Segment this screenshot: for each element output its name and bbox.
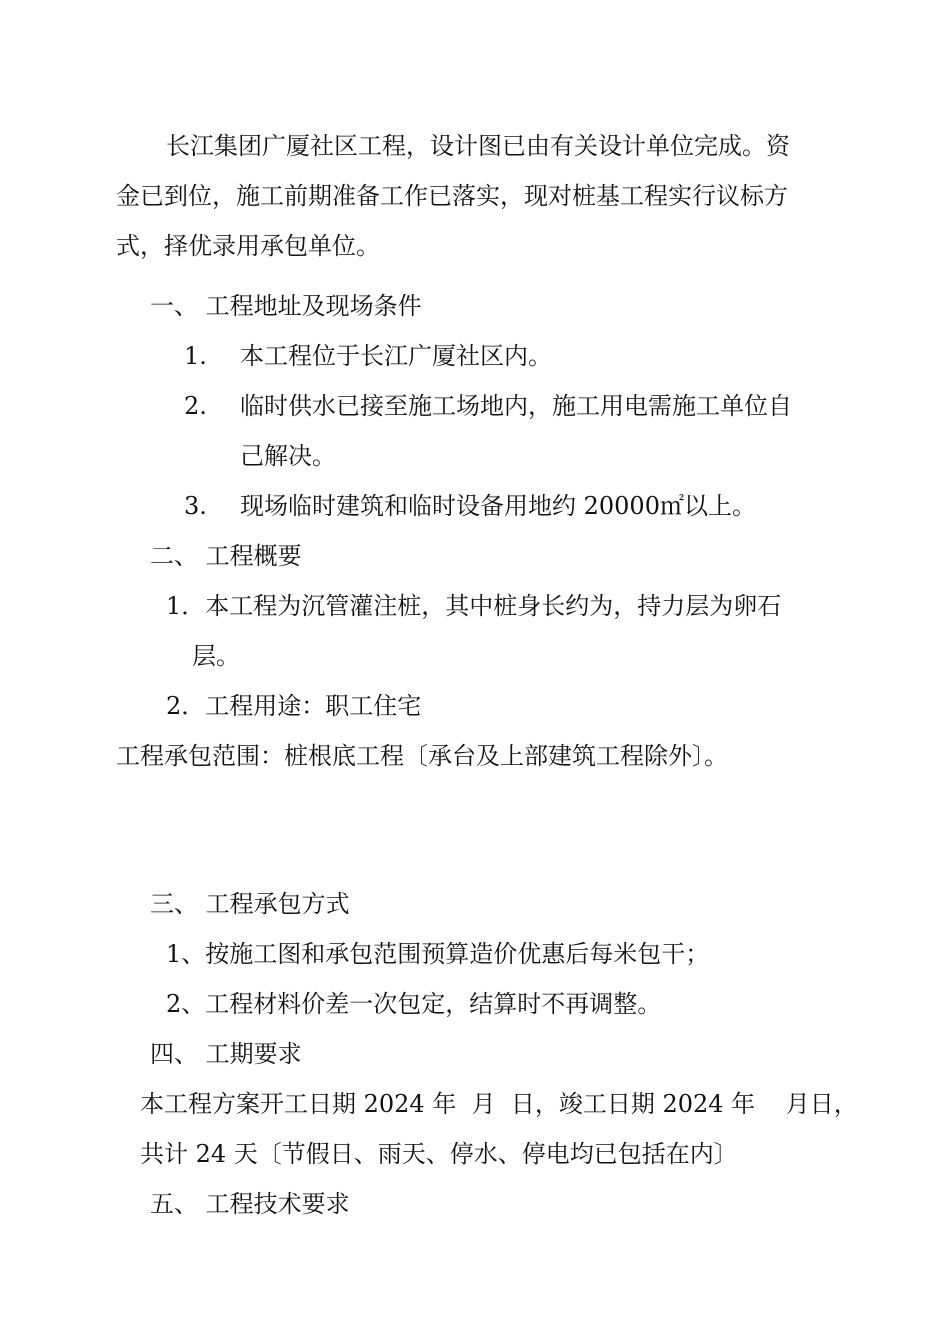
section-2-heading: 二、 工程概要 bbox=[150, 542, 302, 570]
section-3-item-1: 1、按施工图和承包范围预算造价优惠后每米包干； bbox=[166, 940, 710, 968]
section-1-item-3-text: 现场临时建筑和临时设备用地约 20000㎡以上。 bbox=[240, 492, 756, 520]
section-1-item-2-text: 临时供水已接至施工场地内，施工用电需施工单位自 bbox=[240, 392, 792, 420]
intro-line-3: 式，择优录用承包单位。 bbox=[116, 232, 380, 260]
section-1-item-1-number: 1. bbox=[184, 342, 207, 370]
section-3-heading: 三、 工程承包方式 bbox=[150, 890, 350, 918]
section-5-heading: 五、 工程技术要求 bbox=[150, 1190, 350, 1218]
intro-line-2: 金已到位，施工前期准备工作已落实，现对桩基工程实行议标方 bbox=[116, 182, 788, 210]
section-3-item-2: 2、工程材料价差一次包定，结算时不再调整。 bbox=[166, 990, 662, 1018]
section-1-item-3-number: 3. bbox=[184, 492, 207, 520]
schedule-line-2: 共计 24 天〔节假日、雨天、停水、停电均已包括在内〕 bbox=[140, 1140, 738, 1168]
section-1-item-2-continuation: 己解决。 bbox=[240, 442, 336, 470]
section-2-item-2-text: 2．工程用途：职工住宅 bbox=[166, 692, 422, 720]
section-1-heading: 一、 工程地址及现场条件 bbox=[150, 292, 422, 320]
schedule-line-1: 本工程方案开工日期 2024 年 月 日，竣工日期 2024 年 月日， bbox=[140, 1090, 858, 1118]
section-2-item-1-continuation: 层。 bbox=[192, 642, 240, 670]
section-2-item-1-text: 1．本工程为沉管灌注桩，其中桩身长约为，持力层为卵石 bbox=[166, 592, 782, 620]
section-1-item-1-text: 本工程位于长江广厦社区内。 bbox=[240, 342, 552, 370]
intro-line-1: 长江集团广厦社区工程，设计图已由有关设计单位完成。资 bbox=[166, 132, 790, 160]
section-1-item-2-number: 2. bbox=[184, 392, 207, 420]
section-4-heading: 四、 工期要求 bbox=[150, 1040, 302, 1068]
contract-scope-text: 工程承包范围：桩根底工程〔承台及上部建筑工程除外〕。 bbox=[116, 742, 728, 770]
